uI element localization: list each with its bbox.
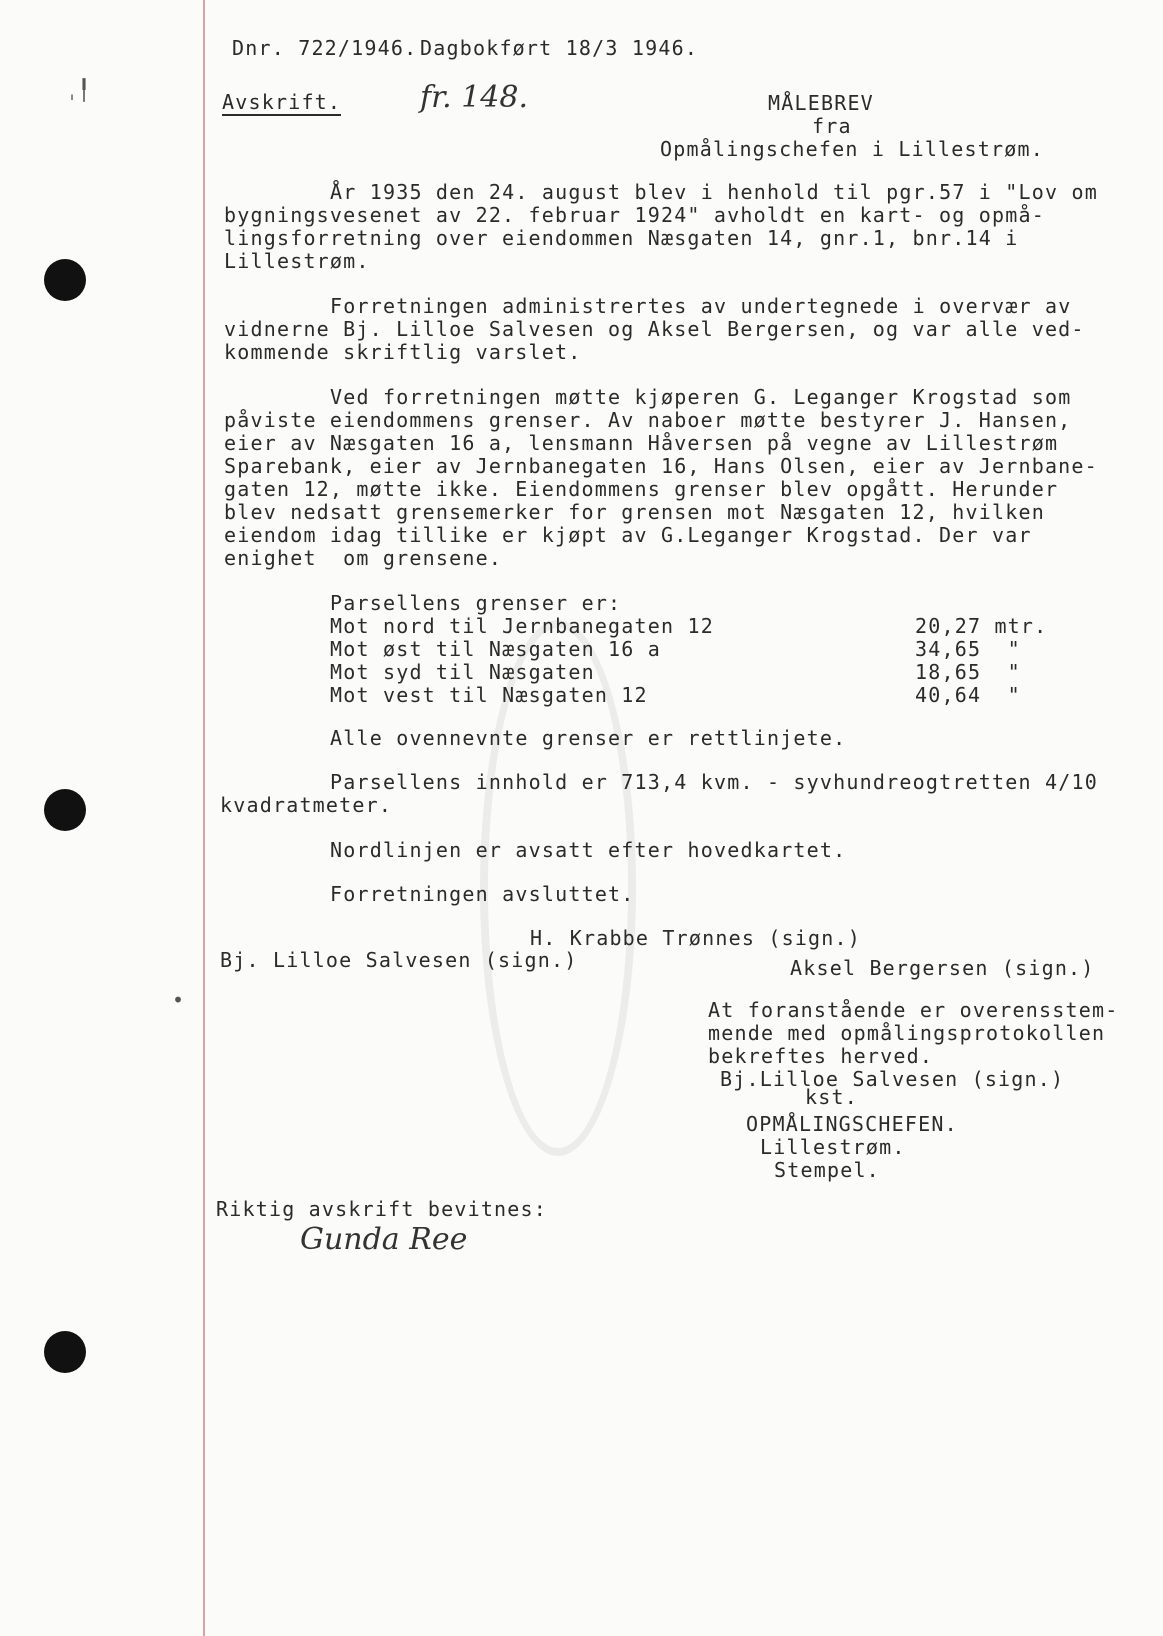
signature-salvesen: Bj. Lilloe Salvesen (sign.) [220, 948, 578, 972]
handwritten-reference: fr. 148. [420, 80, 529, 115]
para2-line: kommende skriftlig varslet. [224, 340, 582, 364]
office-stamp: Stempel. [774, 1158, 880, 1182]
para6-line: Nordlinjen er avsatt efter hovedkartet. [330, 838, 847, 862]
signature-krabbe: H. Krabbe Trønnes (sign.) [530, 926, 862, 950]
doc-title: MÅLEBREV [768, 91, 874, 115]
margin-tick-mark: ˌ╿ [66, 78, 91, 102]
para3-line: eiendom idag tillike er kjøpt av G.Leganger Krogstad. Der var [224, 523, 1032, 547]
para2-line: Forretningen administrertes av undertegnede i overvær av [330, 294, 1072, 318]
para7-line: Forretningen avsluttet. [330, 882, 635, 906]
boundary-value: 40,64 " [915, 683, 1021, 707]
para3-line: Sparebank, eier av Jernbanegaten 16, Hans Olsen, eier av Jernbane- [224, 454, 1098, 478]
para1-line: Lillestrøm. [224, 249, 370, 273]
certification-line: kst. [805, 1085, 858, 1109]
boundary-label: Mot syd til Næsgaten [330, 660, 595, 684]
punch-hole-icon [44, 259, 86, 301]
copy-label: Avskrift. [222, 90, 342, 114]
boundary-label: Mot vest til Næsgaten 12 [330, 683, 648, 707]
para5-line: Parsellens innhold er 713,4 kvm. - syvhundreogtretten 4/10 [330, 770, 1098, 794]
punch-hole-icon [44, 789, 86, 831]
para5-line: kvadratmeter. [220, 793, 393, 817]
attest-text: Riktig avskrift bevitnes: [216, 1197, 548, 1221]
boundary-value: 34,65 " [915, 637, 1021, 661]
certification-line: At foranstående er overensstem- [708, 998, 1119, 1022]
office-place: Lillestrøm. [760, 1135, 906, 1159]
office-name: OPMÅLINGSCHEFEN. [746, 1112, 958, 1136]
para1-line: År 1935 den 24. august blev i henhold til pgr.57 i "Lov om [330, 180, 1098, 204]
attest-signature: Gunda Ree [300, 1222, 468, 1257]
para1-line: bygningsvesenet av 22. februar 1924" avholdt en kart- og opmå- [224, 203, 1045, 227]
para3-line: Ved forretningen møtte kjøperen G. Leganger Krogstad som [330, 385, 1072, 409]
para3-line: gaten 12, møtte ikke. Eiendommens grenser blev opgått. Herunder [224, 477, 1059, 501]
para4-line: Alle ovennevnte grenser er rettlinjete. [330, 726, 847, 750]
para3-line: påviste eiendommens grenser. Av naboer møtte bestyrer J. Hansen, [224, 408, 1072, 432]
para3-line: enighet om grensene. [224, 546, 503, 570]
para1-line: lingsforretning over eiendommen Næsgaten 14, gnr.1, bnr.14 i [224, 226, 1019, 250]
certification-line: bekreftes herved. [708, 1044, 934, 1068]
boundary-value: 18,65 " [915, 660, 1021, 684]
margin-dot-mark: • [172, 988, 185, 1012]
boundary-value: 20,27 mtr. [915, 614, 1048, 638]
boundary-label: Mot nord til Jernbanegaten 12 [330, 614, 714, 638]
doc-title-office: Opmålingschefen i Lillestrøm. [660, 137, 1044, 161]
red-margin-line [203, 0, 205, 1636]
signature-bergersen: Aksel Bergersen (sign.) [790, 956, 1095, 980]
para2-line: vidnerne Bj. Lilloe Salvesen og Aksel Bergersen, og var alle ved- [224, 317, 1085, 341]
punch-hole-icon [44, 1331, 86, 1373]
para3-line: blev nedsatt grensemerker for grensen mot Næsgaten 12, hvilken [224, 500, 1045, 524]
certification-line: Bj.Lilloe Salvesen (sign.) [720, 1067, 1065, 1091]
boundary-label: Mot øst til Næsgaten 16 a [330, 637, 662, 661]
para3-line: eier av Næsgaten 16 a, lensmann Håversen på vegne av Lillestrøm [224, 431, 1059, 455]
doc-title-from: fra [812, 114, 852, 138]
certification-line: mende med opmålingsprotokollen [708, 1021, 1106, 1045]
diary-date: Dagbokført 18/3 1946. [420, 36, 699, 60]
diary-number: Dnr. 722/1946. [232, 36, 418, 60]
boundaries-heading: Parsellens grenser er: [330, 591, 622, 615]
